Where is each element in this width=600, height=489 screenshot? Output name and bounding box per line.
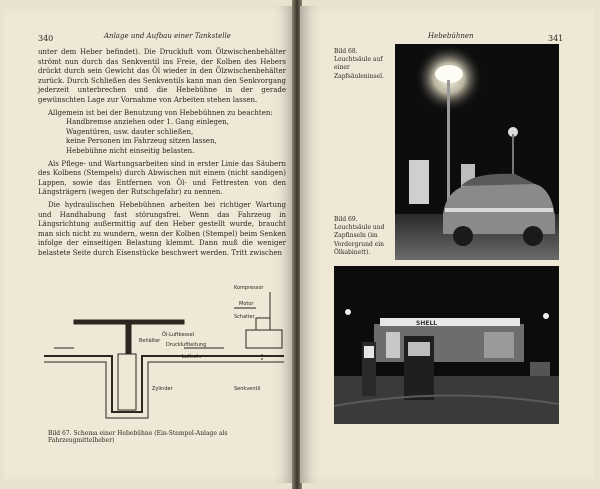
- diagram-label: Luftrohr: [182, 354, 202, 360]
- shell-station-image: [334, 266, 559, 424]
- diagram-label: Motor: [239, 301, 254, 307]
- right-page-number: 341: [548, 34, 564, 43]
- compressor-tank: [246, 330, 282, 348]
- shell-sign: SHELL: [416, 320, 438, 327]
- diagram-label: Senkventil: [234, 386, 261, 392]
- paragraph: unter dem Heber befindet). Die Druckluft vom Ölzwischenbehälter strömt nun durch das Senkventil ins Freie, der Kolben des Hebers drückt durch sein Gewicht das Öl wieder in den Ölzwischenbehälter zurück. Durch Schließen des Senkventils kann man den Senkvorgang jederzeit unterbrechen und die Hebebühne in der gerade gewünschten Lage zur Vornahme von Arbeiten stehen lassen.: [38, 48, 286, 104]
- left-page-number: 340: [38, 34, 54, 43]
- photo-shell-station: [334, 266, 559, 424]
- diagram-label: Behälter: [139, 338, 161, 344]
- diagram-label: Schalter: [234, 314, 255, 320]
- diagram-label: Zylinder: [152, 386, 173, 392]
- hoist-diagram: [34, 278, 290, 426]
- photo-caption-68: Bild 68. Leuchtsäule auf einer Zapfsäuleninsel.: [334, 48, 384, 80]
- paragraph: Allgemein ist bei der Benutzung von Hebebühnen zu beachten:: [48, 108, 273, 117]
- list-item: Hebebühne nicht einseitig belasten.: [66, 146, 195, 155]
- night-station-image: [395, 44, 559, 260]
- paragraph: Die hydraulischen Hebebühnen arbeiten bei richtiger Wartung und Handhabung fast störungsfrei. Wenn das Fahrzeug in Längsrichtung außermittig auf den Heber gestellt wurde, braucht man sich nicht zu wundern, wenn der Kolben (Stempel) beim Senken infolge der einseitigen Belastung klemmt. Dann muß die weniger belastete Seite durch Eisenstücke beschwert werden. Tritt zwischen: [38, 200, 286, 257]
- right-page: [300, 6, 594, 483]
- precautions-list: [38, 118, 286, 156]
- left-page: [4, 6, 294, 483]
- right-running-header: Hebebühnen: [428, 32, 474, 40]
- fuel-pump-icon: [409, 160, 429, 204]
- left-running-header: Anlage und Aufbau einer Tankstelle: [104, 32, 231, 40]
- diagram-label: Kompressor: [234, 285, 264, 291]
- motor: [256, 318, 270, 330]
- photo-light-column: [395, 44, 559, 260]
- list-item: Handbremse anziehen oder 1. Gang einlegen,: [66, 118, 229, 127]
- photo-caption-69: Bild 69. Leuchtsäule und Zapfinseln (im Vordergrund ein Ölkabinett).: [334, 216, 385, 256]
- cylinder: [118, 354, 136, 410]
- figure-caption: Bild 67. Schema einer Hebebühne (Ein-Stempel-Anlage als Fahrzeugmittelheber): [48, 430, 228, 444]
- piston-rod: [126, 324, 131, 354]
- diagram-label: Öl-Luftkessel: [162, 332, 195, 338]
- diagram-label: Druckluftleitung: [166, 342, 207, 348]
- lift-platform: [74, 320, 184, 324]
- list-item: Wagentüren, usw. dauter schließen,: [66, 127, 194, 136]
- paragraph: Als Pflege- und Wartungsarbeiten sind in erster Linie das Säubern des Kolbens (Stempels) durch Abwischen mit einem (nicht sandigen) Lappen, sowie das Entfernen von Öl- und Fettresten von den Längsträgern (wegen der Rutschgefahr) zu nennen.: [38, 159, 286, 197]
- list-item: keine Personen im Fahrzeug sitzen lassen,: [66, 137, 217, 146]
- left-text-block: [38, 48, 286, 258]
